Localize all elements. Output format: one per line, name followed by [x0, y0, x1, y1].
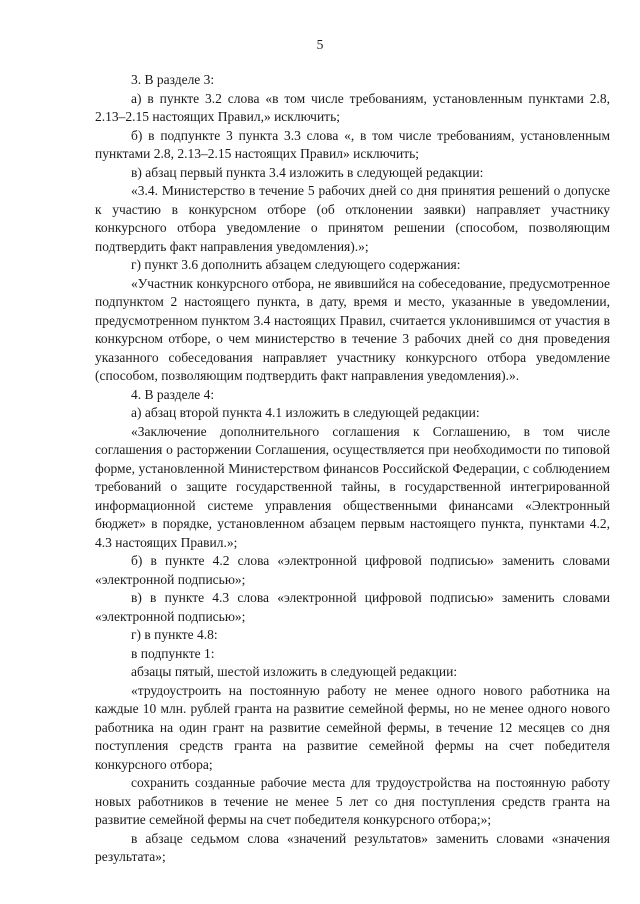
paragraph: 4. В разделе 4: — [131, 386, 215, 402]
paragraph: «Участник конкурсного отбора, не явившийся на собеседование, предусмотренное подпунктом 2 настоящего пункта, в дату, время и место, указанные в уведомлении, предусмотренном пунктом 3.4 настоящих Правил, считается уклонившимся от участия в конкурсном отборе, о чем министерство в течение 3 рабочих дней со дня проведения указанного собеседования направляет участнику конкурсного отбора уведомление (способом, позволяющим подтвердить факт направления уведомления).». — [95, 275, 610, 383]
page-number: 5 — [316, 37, 324, 52]
paragraph: г) пункт 3.6 дополнить абзацем следующего содержания: — [131, 257, 461, 272]
paragraph: «Заключение дополнительного соглашения к Соглашению, в том числе соглашения о расторжении Соглашения, осуществляется при необходимости по типовой форме, установленной Министерством финансов Российской Федерации, с соблюдением требований о защите государственной тайны, в государственной интегрированной информационной системе управления общественными финансами «Электронный бюджет» в порядке, установленном абзацем первым настоящего пункта, пунктами 4.2, 4.3 настоящих Правил.»; — [95, 423, 610, 550]
paragraph: 3. В разделе 3: — [131, 72, 215, 87]
paragraph: б) в пункте 4.2 слова «электронной цифровой подписью» заменить словами «электронной подписью»; — [95, 553, 610, 587]
paragraph: в) в пункте 4.3 слова «электронной цифровой подписью» заменить словами «электронной подписью»; — [95, 590, 610, 624]
paragraph: сохранить созданные рабочие места для трудоустройства на постоянную работу новых работников в течение не менее 5 лет со дня поступления средств гранта на развитие семейной фермы на счет победителя конкурсного отбора;»; — [95, 775, 610, 827]
paragraph: «3.4. Министерство в течение 5 рабочих дней со дня принятия решений о допуске к участию в конкурсном отборе (об отклонении заявки) направляет участнику конкурсного отбора уведомление о принятом решении (способом, позволяющим подтвердить факт направления уведомления).»; — [95, 183, 610, 254]
paragraph: «трудоустроить на постоянную работу не менее одного нового работника на каждые 10 млн. рублей гранта на развитие семейной фермы, но не менее одного нового работника на один грант на развитие семейной фермы, в течение 12 месяцев со дня поступления средств гранта на развитие семейной фермы на счет победителя конкурсного отбора; — [95, 682, 610, 772]
paragraph: в подпункте 1: — [131, 645, 215, 661]
paragraph: абзацы пятый, шестой изложить в следующей редакции: — [131, 664, 458, 679]
paragraph: а) абзац второй пункта 4.1 изложить в следующей редакции: — [131, 405, 480, 420]
paragraph: в) абзац первый пункта 3.4 изложить в следующей редакции: — [131, 164, 484, 180]
paragraph: а) в пункте 3.2 слова «в том числе требованиям, установленным пунктами 2.8, 2.13–2.15 настоящих Правил,» исключить; — [95, 90, 610, 124]
paragraph: б) в подпункте 3 пункта 3.3 слова «, в том числе требованиям, установленным пунктами 2.8, 2.13–2.15 настоящих Правил» исключить; — [95, 127, 610, 161]
document-body — [95, 71, 610, 867]
paragraph: в абзаце седьмом слова «значений результатов» заменить словами «значения результата»; — [95, 830, 610, 864]
paragraph: г) в пункте 4.8: — [131, 627, 218, 642]
